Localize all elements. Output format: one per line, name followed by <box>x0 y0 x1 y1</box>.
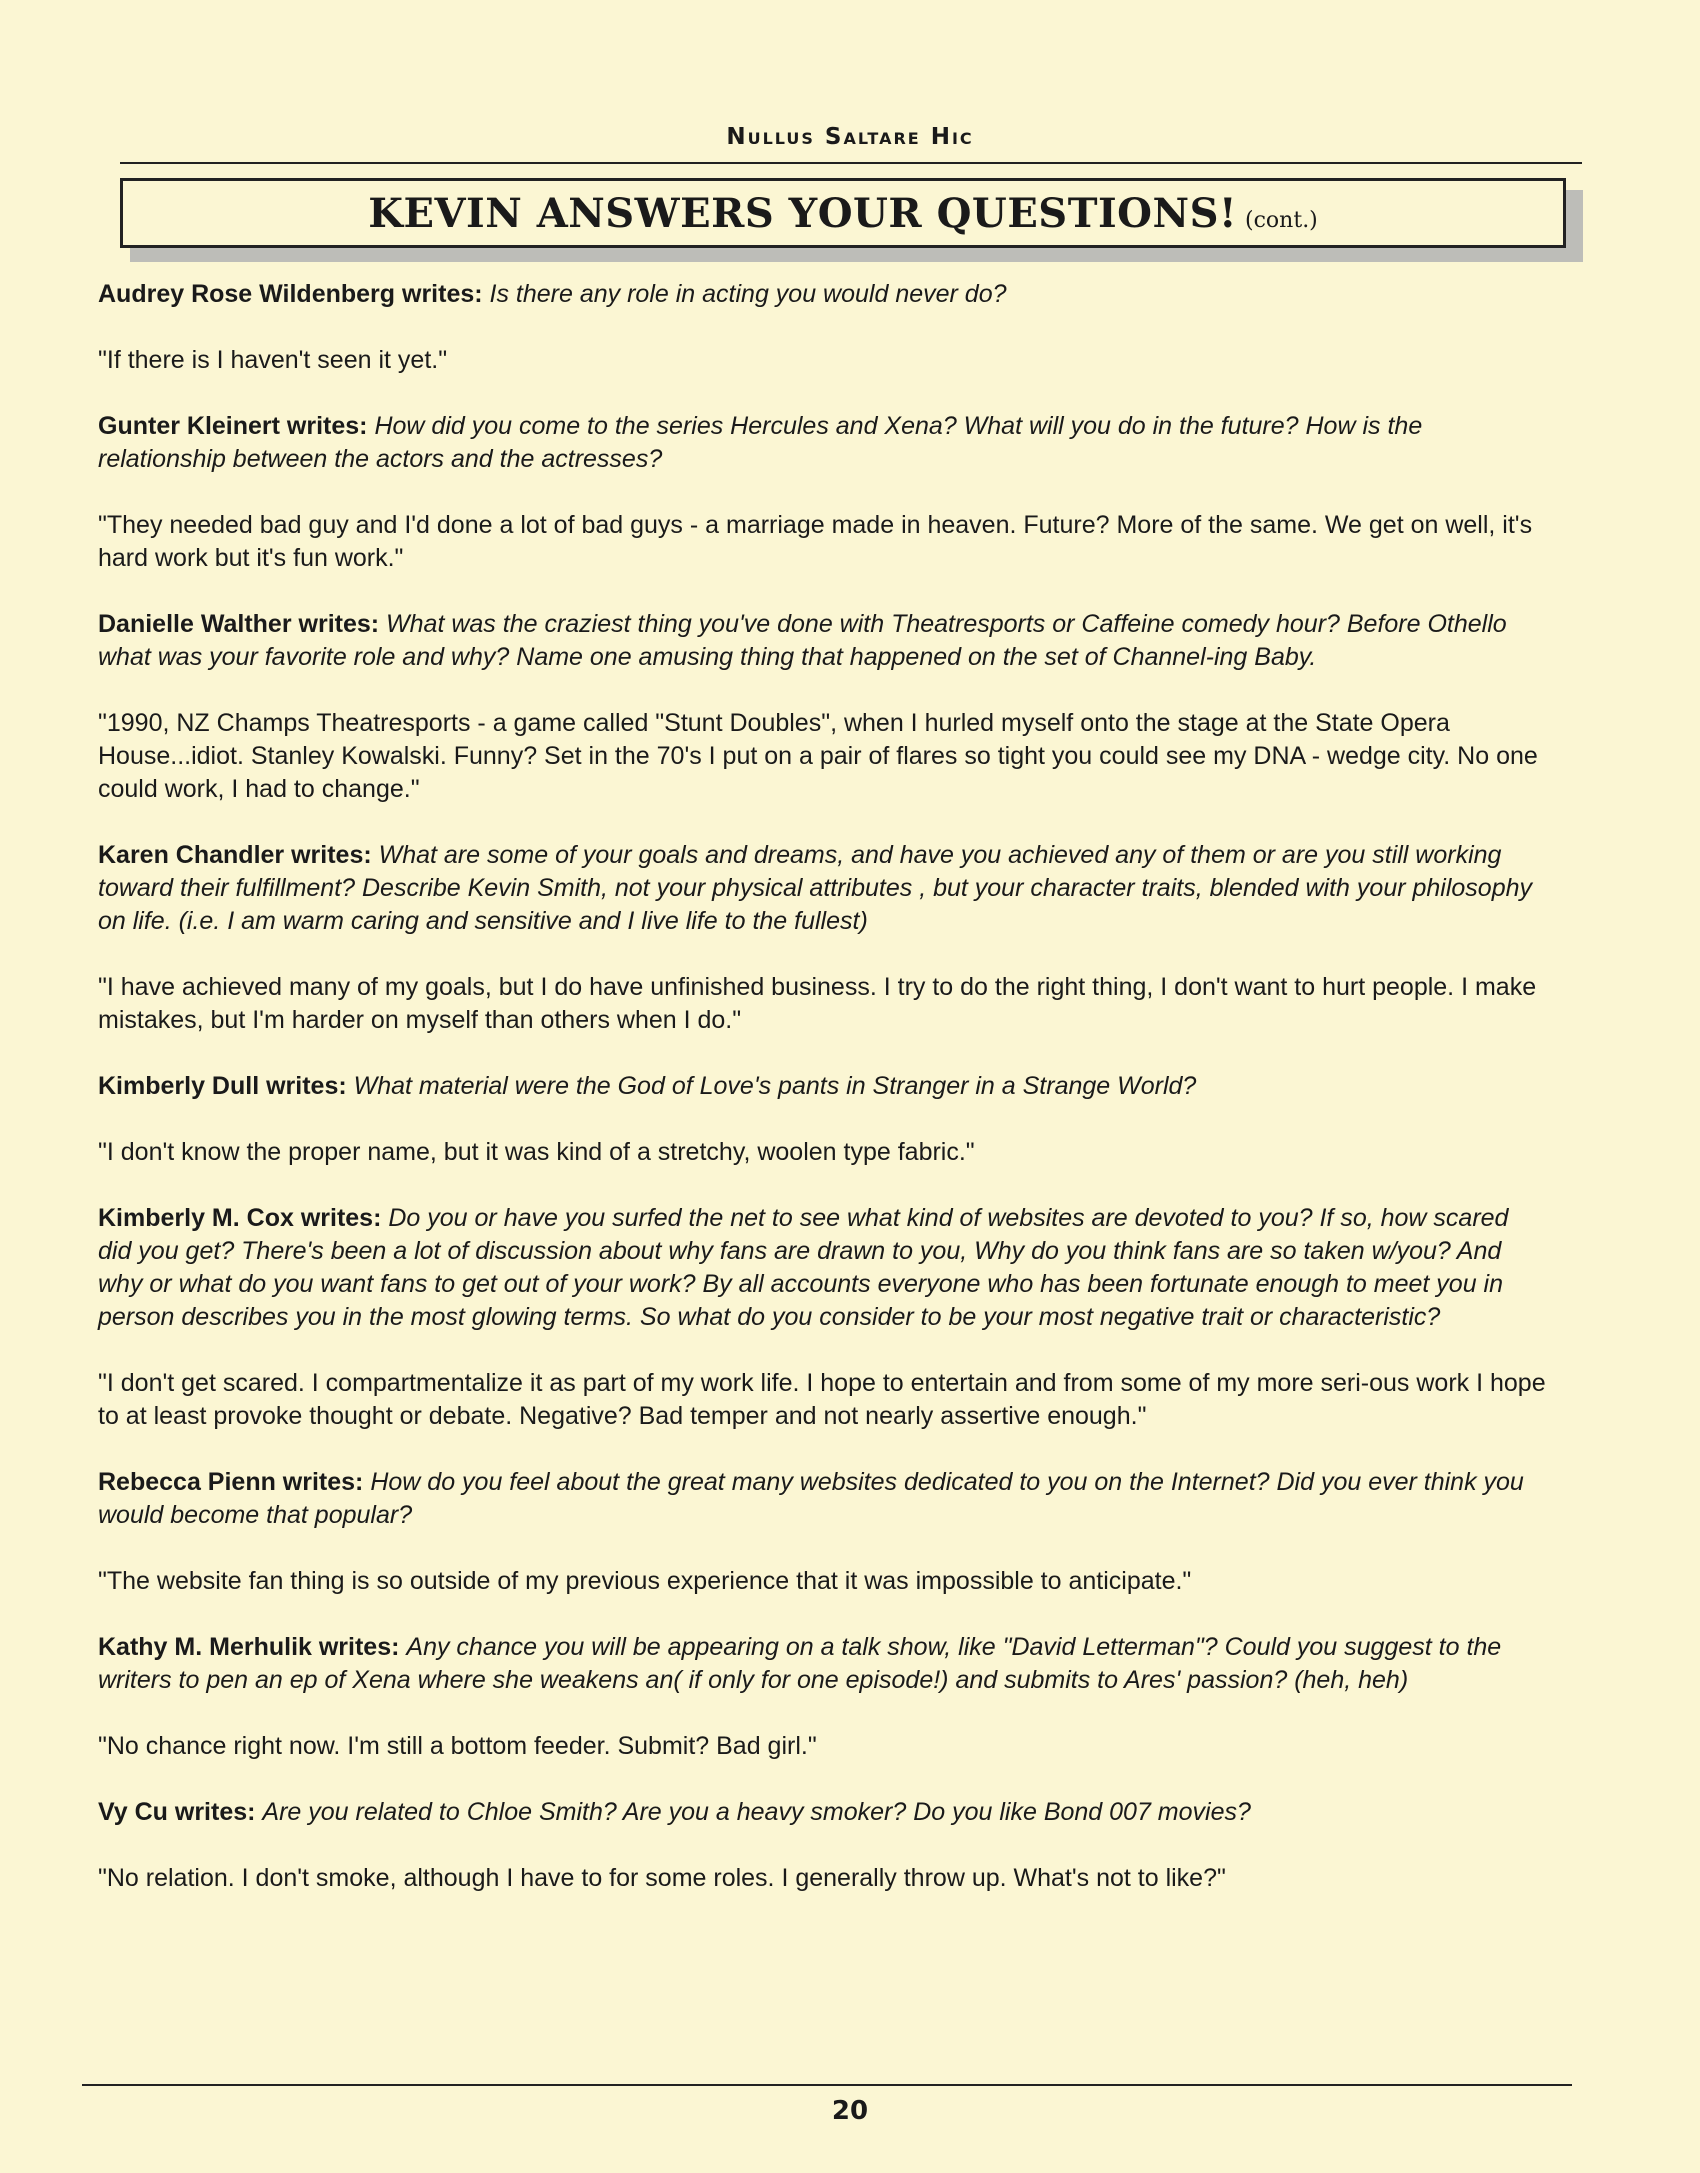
answer-text: "No chance right now. I'm still a bottom feeder. Submit? Bad girl." <box>98 1732 817 1760</box>
question-paragraph <box>98 1202 1548 1334</box>
writer-name: Vy Cu writes: <box>98 1798 256 1826</box>
header-divider <box>120 162 1582 164</box>
question-paragraph <box>98 1070 1548 1103</box>
footer-divider <box>82 2084 1572 2086</box>
title-continued: (cont.) <box>1245 208 1318 233</box>
answer-text: "They needed bad guy and I'd done a lot of bad guys - a marriage made in heaven. Future? More of the same. We get on well, it's hard work but it's fun work." <box>98 511 1533 572</box>
question-paragraph <box>98 1466 1548 1532</box>
question-paragraph <box>98 278 1548 311</box>
answer-text: "I don't get scared. I compartmentalize it as part of my work life. I hope to entertain and from some of my more seri-ous work I hope to at least provoke thought or debate. Negative? Bad temper and not nearly assertive enough." <box>98 1369 1546 1430</box>
writer-name: Audrey Rose Wildenberg writes: <box>98 280 483 308</box>
title-banner <box>120 178 1566 248</box>
writer-name: Kimberly M. Cox writes: <box>98 1204 382 1232</box>
writer-name: Kimberly Dull writes: <box>98 1072 347 1100</box>
question-text: How did you come to the series Hercules and Xena? What will you do in the future? How is the relationship between the actors and the actresses? <box>98 412 1423 473</box>
answer-text: "No relation. I don't smoke, although I have to for some roles. I generally throw up. What's not to like?" <box>98 1864 1226 1892</box>
question-text: Any chance you will be appearing on a talk show, like "David Letterman"? Could you suggest to the writers to pen an ep of Xena where she weakens an( if only for one episode!) and submits to Ares' passion? (heh, heh) <box>98 1633 1502 1694</box>
question-paragraph <box>98 410 1548 476</box>
question-paragraph <box>98 1631 1548 1697</box>
question-text: Is there any role in acting you would never do? <box>489 280 1007 308</box>
answer-text: "The website fan thing is so outside of my previous experience that it was impossible to anticipate." <box>98 1567 1192 1595</box>
question-text: How do you feel about the great many websites dedicated to you on the Internet? Did you ever think you would become that popular? <box>98 1468 1524 1529</box>
writer-name: Kathy M. Merhulik writes: <box>98 1633 400 1661</box>
page-number: 20 <box>831 2096 869 2126</box>
writer-name: Danielle Walther writes: <box>98 610 380 638</box>
question-paragraph <box>98 839 1548 938</box>
question-paragraph <box>98 608 1548 674</box>
question-paragraph <box>98 1796 1548 1829</box>
running-header: Nullus Saltare Hic <box>726 124 974 150</box>
question-text: What material were the God of Love's pants in Stranger in a Strange World? <box>353 1072 1197 1100</box>
page-title: KEVIN ANSWERS YOUR QUESTIONS! <box>368 190 1238 237</box>
question-text: What are some of your goals and dreams, and have you achieved any of them or are you still working toward their fulfillment? Describe Kevin Smith, not your physical attributes , but your character traits, blended with your philosophy on life. (i.e. I am warm caring and sensitive and I live life to the fullest) <box>98 841 1533 935</box>
answer-text: "I have achieved many of my goals, but I do have unfinished business. I try to do the right thing, I don't want to hurt people. I make mistakes, but I'm harder on myself than others when I do." <box>98 973 1537 1034</box>
answer-text: "1990, NZ Champs Theatresports - a game called "Stunt Doubles", when I hurled myself onto the stage at the State Opera House...idiot. Stanley Kowalski. Funny? Set in the 70's I put on a pair of flares so tight you could see my DNA - wedge city. No one could work, I had to change." <box>98 709 1538 803</box>
question-text: Are you related to Chloe Smith? Are you a heavy smoker? Do you like Bond 007 movies? <box>262 1798 1251 1826</box>
question-text: Do you or have you surfed the net to see what kind of websites are devoted to you? If so, how scared did you get? There's been a lot of discussion about why fans are drawn to you, Why do you think fans are so taken w/you? And why or what do you want fans to get out of your work? By all accounts everyone who has been fortunate enough to meet you in person describes you in the most glowing terms. So what do you consider to be your most negative trait or characteristic? <box>98 1204 1509 1331</box>
answer-text: "If there is I haven't seen it yet." <box>98 346 448 374</box>
writer-name: Rebecca Pienn writes: <box>98 1468 364 1496</box>
writer-name: Gunter Kleinert writes: <box>98 412 368 440</box>
qa-list <box>98 278 1548 1928</box>
question-text: What was the craziest thing you've done with Theatresports or Caffeine comedy hour? Before Othello what was your favorite role and why? Name one amusing thing that happened on the set of Channel-ing Baby. <box>98 610 1507 671</box>
writer-name: Karen Chandler writes: <box>98 841 372 869</box>
answer-text: "I don't know the proper name, but it was kind of a stretchy, woolen type fabric." <box>98 1138 975 1166</box>
